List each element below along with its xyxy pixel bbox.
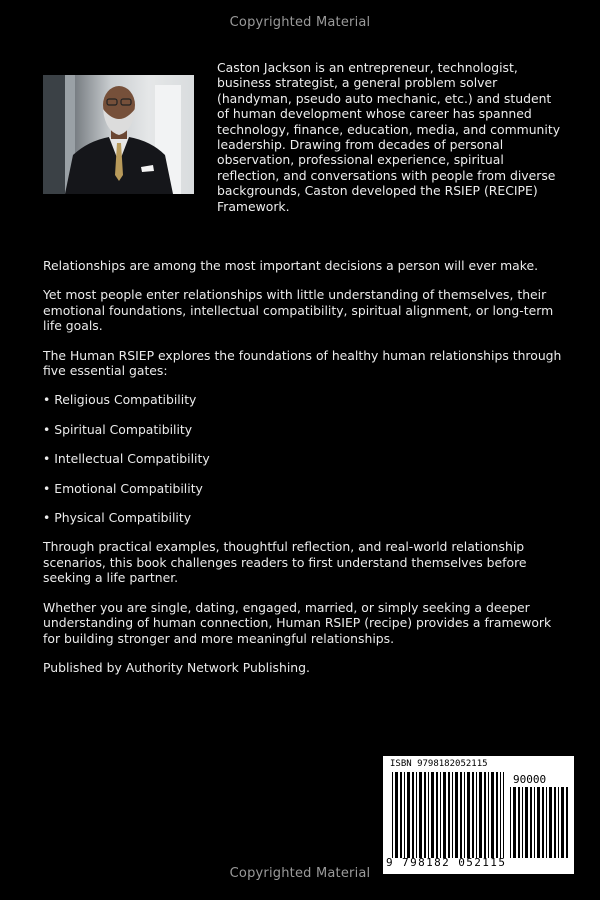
gate-item: • Religious Compatibility (43, 392, 197, 408)
isbn-digits: 9 798182 052115 (386, 856, 507, 869)
price-barcode-icon (510, 787, 568, 858)
gate-item: • Emotional Compatibility (43, 480, 203, 496)
gate-item: • Spiritual Compatibility (43, 421, 193, 437)
blurb-paragraph-2: Yet most people enter relationships with little understanding of themselves, their emotional foundations, intellectual compatibility, spiritual alignment, or long-term life goals. (43, 287, 554, 334)
gate-item: • Physical Compatibility (43, 510, 192, 526)
gates-list (43, 392, 563, 525)
blurb-paragraph-3: The Human RSIEP explores the foundations of healthy human relationships through five essential gates: (43, 347, 562, 379)
publisher-line: Published by Authority Network Publishing. (43, 659, 310, 675)
author-photo (43, 75, 194, 194)
isbn-barcode-box (383, 756, 574, 874)
price-code: 90000 (513, 773, 547, 786)
blurb-intro: Relationships are among the most important decisions a person will ever make. (43, 258, 539, 273)
copyright-watermark-bottom: Copyrighted Material (229, 866, 371, 881)
gate-item: • Intellectual Compatibility (43, 451, 210, 467)
isbn-label: ISBN 9798182052115 (390, 759, 488, 769)
back-cover-blurb (43, 258, 563, 689)
copyright-watermark-top: Copyrighted Material (229, 15, 371, 30)
blurb-paragraph-4: Through practical examples, thoughtful reflection, and real-world relationship scenarios, this book challenges readers to first understand themselves before seeking a life partner. (43, 539, 527, 586)
blurb-paragraph-5: Whether you are single, dating, engaged, married, or simply seeking a deeper understanding of human connection, Human RSIEP (recipe) provides a framework for building stronger and more meaningful relationships. (43, 599, 552, 646)
barcode-icon (392, 772, 504, 858)
author-bio: Caston Jackson is an entrepreneur, technologist, business strategist, a general problem solver (handyman, pseudo auto mechanic, etc.) and student of human development whose career has spanned technology, finance, education, media, and community leadership. Drawing from decades of personal observation, professional experience, spiritual reflection, and conversations with people from diverse backgrounds, Caston developed the RSIEP (RECIPE) Framework. (217, 60, 561, 214)
